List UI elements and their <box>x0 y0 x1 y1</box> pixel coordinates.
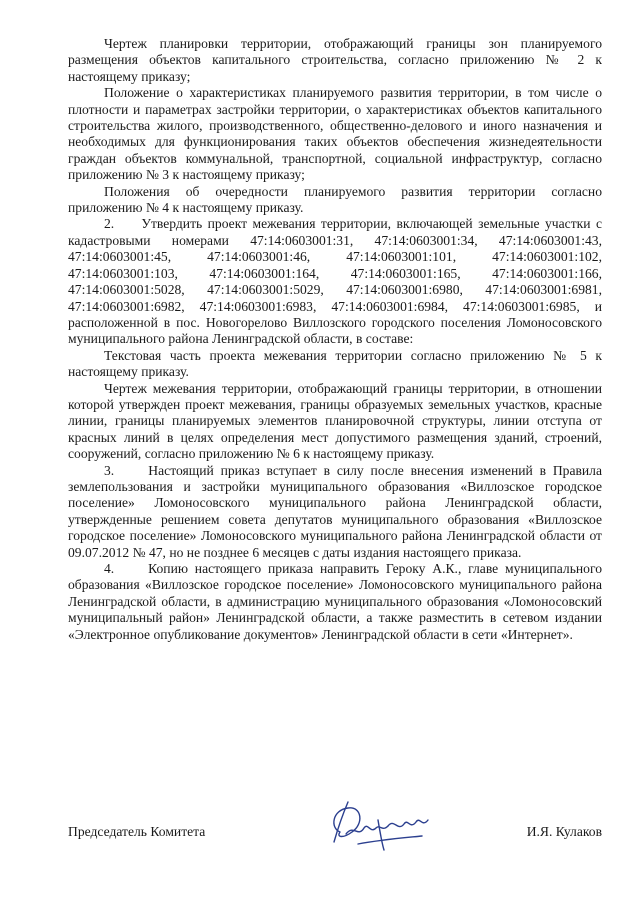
paragraph-annex-2: Чертеж планировки территории, отображающий границы зон планируемого размещения объектов капитального строительства, согласно приложению № 2 к настоящему приказу; <box>68 36 602 84</box>
paragraph-item-4: 4. Копию настоящего приказа направить Героку А.К., главе муниципального образования «Виллозское городское поселение» Ломоносовского муниципального района Ленинградской области, в администрацию муниципального образования «Ломоносовский муниципальный район» Ленинградской области, а также разместить в сетевом издании «Электронное опубликование документов» Ленинградской области в сети «Интернет». <box>68 561 602 642</box>
signature-block <box>68 820 602 870</box>
paragraph-annex-5: Текстовая часть проекта межевания территории согласно приложению № 5 к настоящему приказу. <box>68 347 602 380</box>
paragraph-annex-6: Чертеж межевания территории, отображающий границы территории, в отношении которой утвержден проект межевания, границы образуемых земельных участков, красные линии, границы планируемых элементов планировочной структуры, линии отступа от красных линий в целях определения мест допустимого размещения зданий, строений, сооружений, согласно приложению № 6 к настоящему приказу. <box>68 380 602 462</box>
paragraph-item-3: 3. Настоящий приказ вступает в силу после внесения изменений в Правила землепользования и застройки муниципального образования «Виллозское городское поселение» Ломоносовского муниципального района Ленинградской области, утвержденные решением совета депутатов муниципального образования «Виллозское городское поселение» Ломоносовского муниципального района Ленинградской области от 09.07.2012 № 47, но не позднее 6 месяцев с даты издания настоящего приказа. <box>68 462 602 560</box>
document-body <box>68 36 602 643</box>
paragraph-item-2: 2. Утвердить проект межевания территории, включающей земельные участки с кадастровыми номерами 47:14:0603001:31, 47:14:0603001:34, 47:14:0603001:43, 47:14:0603001:45, 47:14:0603001:46, 47:14:0603001:101, 47:14:0603001:102, 47:14:0603001:103, 47:14:0603001:164, 47:14:0603001:165, 47:14:0603001:166, 47:14:0603001:5028, 47:14:0603001:5029, 47:14:0603001:6980, 47:14:0603001:6981, 47:14:0603001:6982, 47:14:0603001:6983, 47:14:0603001:6984, 47:14:0603001:6985, и расположенной в пос. Новогорелово Виллозского городского поселения Ломоносовского муниципального района Ленинградской области, в составе: <box>68 216 602 347</box>
signatory-name: И.Я. Кулаков <box>526 824 602 839</box>
paragraph-annex-4: Положения об очередности планируемого развития территории согласно приложению № 4 к настоящему приказу. <box>68 183 602 216</box>
signatory-title: Председатель Комитета <box>68 824 206 839</box>
handwritten-signature <box>318 798 448 856</box>
paragraph-annex-3: Положение о характеристиках планируемого развития территории, в том числе о плотности и параметрах застройки территории, о характеристиках объектов капитального строительства жилого, производственного, общественно-делового и иного назначения и необходимых для функционирования таких объектов обеспечения жизнедеятельности граждан объектов коммунальной, транспортной, социальной инфраструктур, согласно приложению № 3 к настоящему приказу; <box>68 85 602 183</box>
